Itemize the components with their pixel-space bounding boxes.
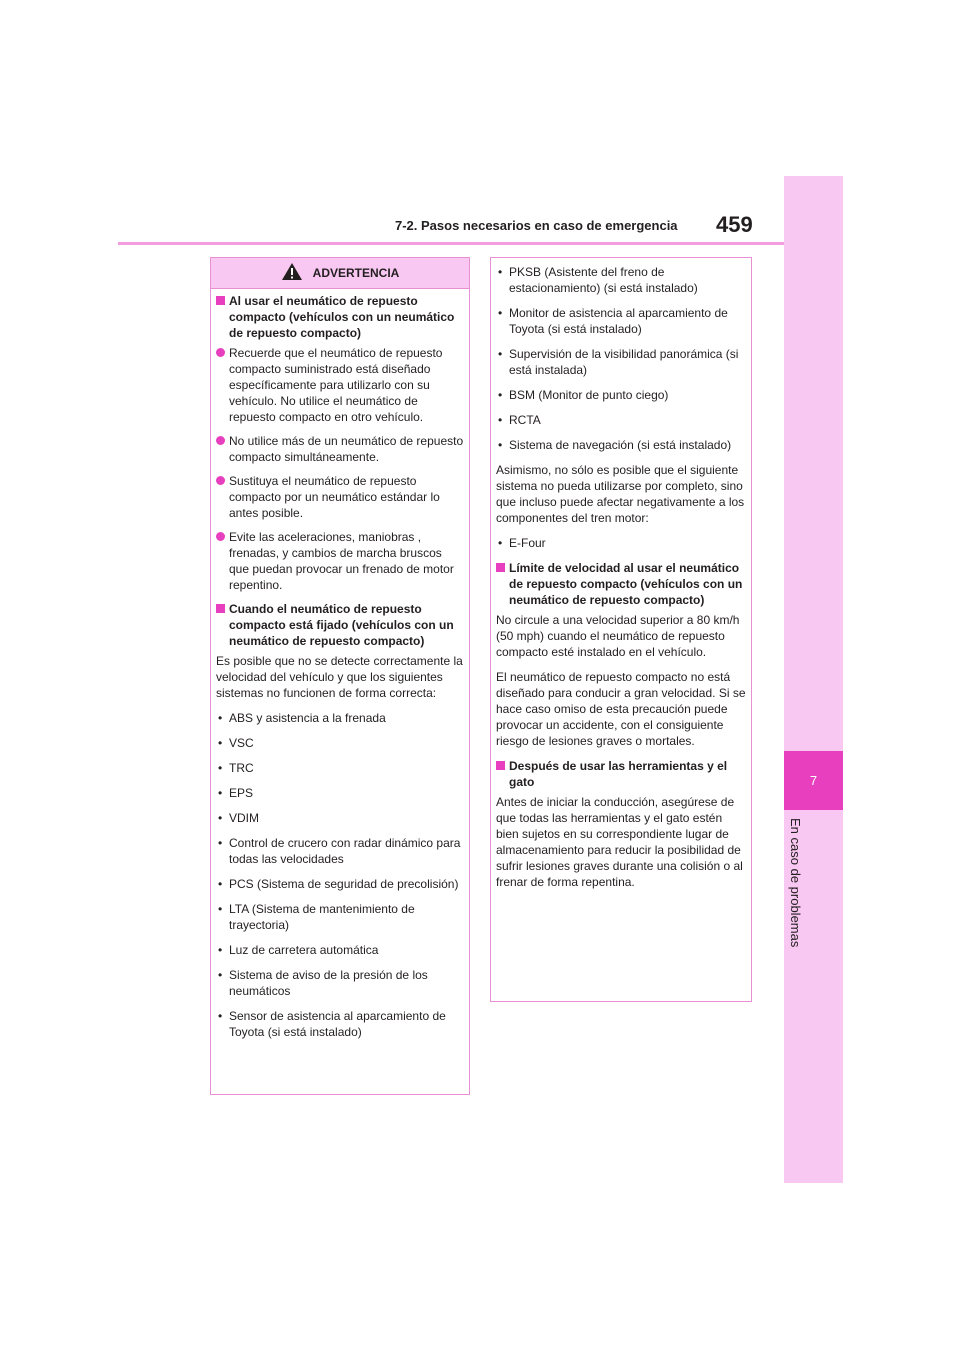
list-item: • LTA (Sistema de mantenimiento de trayectoria) xyxy=(216,901,464,933)
warning-box-left xyxy=(210,257,470,1095)
list-item: Recuerde que el neumático de repuesto compacto suministrado está diseñado específicamente para utilizarlo con su vehículo. No utilice el neumático de repuesto compacto en otro vehículo. xyxy=(216,345,464,425)
warning-box-right xyxy=(490,257,752,1002)
list-item: Sustituya el neumático de repuesto compacto por un neumático estándar lo antes posible. xyxy=(216,473,464,521)
list-item: • RCTA xyxy=(496,412,746,428)
heading-spare-fitted: Cuando el neumático de repuesto compacto está fijado (vehículos con un neumático de repuesto compacto) xyxy=(216,601,464,649)
list-item: • ABS y asistencia a la frenada xyxy=(216,710,464,726)
paragraph: El neumático de repuesto compacto no está diseñado para conducir a gran velocidad. Si se hace caso omiso de esta precaución puede provocar un accidente, con el consiguiente riesgo de lesiones graves o mortales. xyxy=(496,670,746,748)
paragraph: Asimismo, no sólo es posible que el siguiente sistema no pueda utilizarse por completo, sino que incluso puede afectar negativamente a los componentes del tren motor: xyxy=(496,463,745,525)
heading-speed-limit: Límite de velocidad al usar el neumático de repuesto compacto (vehículos con un neumático de repuesto compacto) xyxy=(496,560,746,608)
heading-compact-spare: Al usar el neumático de repuesto compacto (vehículos con un neumático de repuesto compacto) xyxy=(216,293,464,341)
section-title: 7-2. Pasos necesarios en caso de emergencia xyxy=(395,218,678,233)
header-rule xyxy=(118,242,784,245)
list-item: • PCS (Sistema de seguridad de precolisión) xyxy=(216,876,464,892)
list-item: • BSM (Monitor de punto ciego) xyxy=(496,387,746,403)
list-item: • TRC xyxy=(216,760,464,776)
list-item: • Control de crucero con radar dinámico para todas las velocidades xyxy=(216,835,464,867)
list-item: Evite las aceleraciones, maniobras , frenadas, y cambios de marcha bruscos que puedan provocar un frenado de motor repentino. xyxy=(216,529,464,593)
list-item: • VSC xyxy=(216,735,464,751)
paragraph: No circule a una velocidad superior a 80 km/h (50 mph) cuando el neumático de repuesto compacto esté instalado en el vehículo. xyxy=(496,613,740,659)
warning-header xyxy=(211,258,469,289)
list-item: No utilice más de un neumático de repuesto compacto simultáneamente. xyxy=(216,433,464,465)
warning-title: ADVERTENCIA xyxy=(312,266,400,280)
list-item: • Supervisión de la visibilidad panorámica (si está instalada) xyxy=(496,346,746,378)
warning-triangle-icon xyxy=(281,262,303,284)
paragraph: Antes de iniciar la conducción, asegúrese de que todas las herramientas y el gato estén bien sujetos en su correspondiente lugar de almacenamiento para reducir la posibilidad de sufrir lesiones graves durante una colisión o al frenar de forma repentina. xyxy=(496,795,743,889)
chapter-number-tab: 7 xyxy=(784,751,843,810)
list-item: • Monitor de asistencia al aparcamiento de Toyota (si está instalado) xyxy=(496,305,746,337)
list-item: • Luz de carretera automática xyxy=(216,942,464,958)
side-tab-strip xyxy=(784,176,843,1183)
list-item: • Sistema de aviso de la presión de los neumáticos xyxy=(216,967,464,999)
page-number: 459 xyxy=(716,212,753,237)
list-item: • VDIM xyxy=(216,810,464,826)
list-item: • EPS xyxy=(216,785,464,801)
chapter-label: En caso de problemas xyxy=(788,818,803,948)
list-item: • PKSB (Asistente del freno de estacionamiento) (si está instalado) xyxy=(496,264,746,296)
heading-after-tools: Después de usar las herramientas y el gato xyxy=(496,758,746,790)
list-item: • Sensor de asistencia al aparcamiento de Toyota (si está instalado) xyxy=(216,1008,464,1040)
list-item: • Sistema de navegación (si está instalado) xyxy=(496,437,746,453)
paragraph: Es posible que no se detecte correctamente la velocidad del vehículo y que los siguientes sistemas no funcionen de forma correcta: xyxy=(216,654,463,700)
list-item: • E-Four xyxy=(496,535,746,551)
